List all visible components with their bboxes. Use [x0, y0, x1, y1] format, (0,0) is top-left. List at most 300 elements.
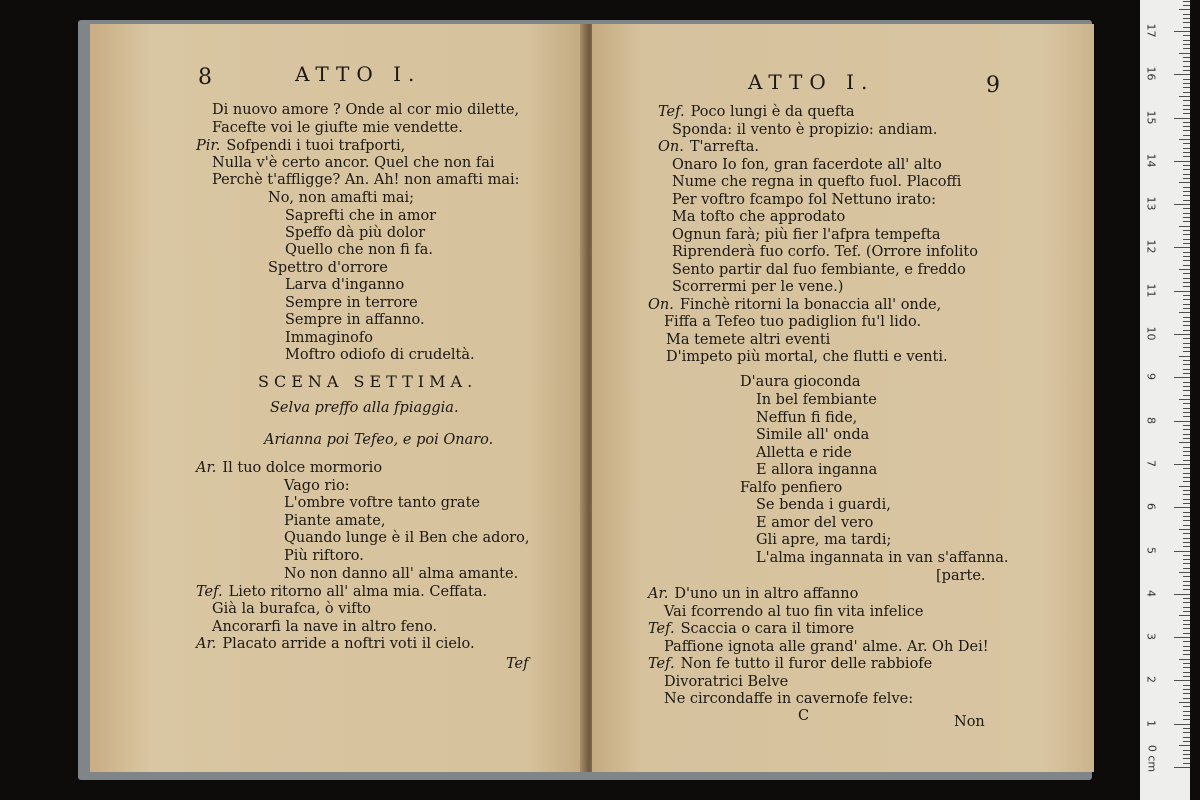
left-page-line: [196, 636, 475, 652]
line-text: Simile all' onda: [756, 427, 870, 443]
line-text: Di nuovo amore ? Onde al cor mio dilette,: [212, 102, 520, 118]
ruler-tick: [1183, 503, 1190, 504]
line-text: Gli apre, ma tardi;: [756, 532, 892, 548]
ruler-tick: [1183, 555, 1190, 556]
ruler-tick: [1183, 286, 1190, 287]
right-page-line: [658, 139, 759, 155]
line-text: Onaro Io fon, gran facerdote all' alto: [672, 157, 942, 173]
ruler-tick: [1183, 689, 1190, 690]
ruler-tick: [1183, 57, 1190, 58]
ruler-number: 13: [1144, 196, 1158, 211]
ruler-tick: [1183, 607, 1190, 608]
ruler-tick: [1183, 66, 1190, 67]
ruler-tick: [1179, 702, 1190, 703]
ruler-tick: [1183, 663, 1190, 664]
ruler-tick: [1183, 494, 1190, 495]
ruler-tick: [1183, 568, 1190, 569]
line-text: No, non amafti mai;: [268, 190, 415, 206]
line-text: Paffione ignota alle grand' alme. Ar. Oh Dei!: [664, 639, 989, 655]
line-text: Quello che non fi fa.: [285, 242, 433, 258]
line-text: D'aura gioconda: [740, 374, 861, 390]
ruler-tick: [1183, 460, 1190, 461]
ruler-tick: [1174, 767, 1190, 768]
speaker-label: Tef.: [648, 621, 675, 637]
ruler-tick: [1183, 706, 1190, 707]
line-text: Già la burafca, ò vifto: [212, 601, 372, 617]
line-text: Per voftro fcampo fol Nettuno irato:: [672, 192, 937, 208]
ruler-tick: [1183, 343, 1190, 344]
speaker-label: Ar.: [196, 636, 217, 652]
ruler-tick: [1179, 182, 1190, 183]
right-page-line: [756, 532, 891, 548]
left-page-line: [284, 478, 350, 494]
left-page-line: [285, 242, 433, 258]
ruler-number: 2: [1144, 676, 1158, 684]
ruler-tick: [1183, 217, 1190, 218]
left-page-line: [212, 102, 519, 118]
ruler-tick: [1183, 477, 1190, 478]
ruler-tick: [1183, 754, 1190, 755]
ruler-tick: [1183, 35, 1190, 36]
left-page-line: [284, 566, 518, 582]
ruler-tick: [1174, 680, 1190, 681]
ruler-tick: [1183, 611, 1190, 612]
ruler-tick: [1183, 455, 1190, 456]
ruler-tick: [1183, 447, 1190, 448]
ruler-tick: [1183, 598, 1190, 599]
ruler-tick: [1183, 338, 1190, 339]
line-text: Scaccia o cara il timore: [680, 621, 855, 637]
left-running-head: ATTO I.: [295, 62, 422, 86]
ruler-tick: [1183, 602, 1190, 603]
right-page-line: [756, 550, 1009, 566]
right-page-line: [756, 410, 857, 426]
ruler-tick: [1183, 451, 1190, 452]
right-page-line: [664, 604, 923, 620]
line-text: Sento partir dal fuo fembiante, e freddo: [672, 262, 966, 278]
speaker-label: Tef.: [648, 656, 675, 672]
ruler-number: 4: [1144, 589, 1158, 597]
line-text: Ancorarfi la nave in altro feno.: [212, 619, 438, 635]
ruler-tick: [1183, 490, 1190, 491]
ruler-tick: [1183, 763, 1190, 764]
line-text: D'uno un in altro affanno: [674, 586, 859, 602]
line-text: In bel fembiante: [756, 392, 877, 408]
ruler-tick: [1174, 724, 1190, 725]
right-page-line: [672, 244, 978, 260]
right-page-line: [756, 462, 877, 478]
ruler-tick: [1183, 174, 1190, 175]
right-page-line: [664, 691, 913, 707]
line-text: Finchè ritorni la bonaccia all' onde,: [679, 297, 942, 313]
line-text: Riprenderà fuo corfo. Tef. (Orrore infolito: [672, 244, 978, 260]
line-text: Tef: [506, 656, 529, 672]
ruler-tick: [1183, 641, 1190, 642]
ruler-tick: [1174, 291, 1190, 292]
ruler-tick: [1183, 685, 1190, 686]
ruler-tick: [1183, 109, 1190, 110]
ruler-tick: [1183, 252, 1190, 253]
ruler-tick: [1183, 369, 1190, 370]
line-text: Poco lungi è da quefta: [690, 104, 855, 120]
left-page-line: [270, 400, 459, 416]
right-page-line: [798, 708, 809, 724]
ruler-tick: [1183, 542, 1190, 543]
ruler-tick: [1179, 486, 1190, 487]
left-page-line: [284, 548, 364, 564]
ruler-tick: [1183, 230, 1190, 231]
line-text: Ma temete altri eventi: [666, 332, 831, 348]
line-text: SCENA SETTIMA.: [258, 372, 478, 391]
ruler-tick: [1183, 187, 1190, 188]
left-page-number: 8: [198, 65, 212, 90]
right-page-line: [740, 374, 861, 390]
ruler-tick: [1183, 750, 1190, 751]
right-page-line: [648, 656, 932, 672]
ruler-tick: [1174, 31, 1190, 32]
line-text: L'ombre voftre tanto grate: [284, 495, 480, 511]
line-text: Ne circondaffe in cavernofe felve:: [664, 691, 914, 707]
left-page-line: [212, 120, 463, 136]
ruler-unit-label: 0 cm: [1145, 744, 1159, 773]
ruler-tick: [1183, 239, 1190, 240]
ruler-tick: [1174, 334, 1190, 335]
ruler-tick: [1183, 390, 1190, 391]
ruler-number: 12: [1144, 239, 1158, 254]
ruler-tick: [1183, 412, 1190, 413]
ruler-tick: [1183, 265, 1190, 266]
ruler-tick: [1183, 325, 1190, 326]
right-page-line: [672, 227, 941, 243]
ruler-tick: [1183, 525, 1190, 526]
ruler-tick: [1183, 512, 1190, 513]
line-text: T'arrefta.: [689, 139, 760, 155]
ruler-tick: [1179, 659, 1190, 660]
ruler-tick: [1179, 572, 1190, 573]
right-page-line: [648, 586, 858, 602]
ruler-tick: [1183, 741, 1190, 742]
ruler-tick: [1183, 434, 1190, 435]
ruler-tick: [1179, 96, 1190, 97]
ruler-number: 8: [1144, 416, 1158, 424]
ruler-number: 15: [1144, 110, 1158, 124]
line-text: C: [798, 708, 810, 724]
ruler-tick: [1183, 546, 1190, 547]
line-text: Lieto ritorno all' alma mia. Ceffata.: [228, 584, 488, 600]
ruler-tick: [1174, 551, 1190, 552]
ruler-tick: [1183, 711, 1190, 712]
ruler-tick: [1183, 299, 1190, 300]
ruler-tick: [1183, 243, 1190, 244]
ruler-tick: [1183, 200, 1190, 201]
ruler-number: 6: [1144, 503, 1158, 511]
ruler-tick: [1183, 728, 1190, 729]
line-text: Nume che regna in quefto fuol. Placoffi: [672, 174, 962, 190]
line-text: Sempre in terrore: [285, 295, 418, 311]
ruler-tick: [1183, 395, 1190, 396]
right-page-line: [756, 392, 877, 408]
ruler-number: 5: [1144, 546, 1158, 554]
left-page-line: [212, 172, 520, 188]
ruler-tick: [1183, 100, 1190, 101]
right-page-line: [648, 621, 854, 637]
ruler-number: 9: [1144, 373, 1158, 381]
ruler-tick: [1179, 226, 1190, 227]
speaker-label: Ar.: [648, 586, 669, 602]
ruler-tick: [1183, 169, 1190, 170]
ruler-tick: [1183, 715, 1190, 716]
ruler-tick: [1183, 676, 1190, 677]
ruler-tick: [1183, 538, 1190, 539]
ruler-tick: [1183, 27, 1190, 28]
ruler-tick: [1183, 221, 1190, 222]
ruler-tick: [1179, 53, 1190, 54]
ruler-tick: [1183, 654, 1190, 655]
ruler-number: 17: [1144, 23, 1158, 38]
right-page-line: [954, 714, 985, 730]
ruler-tick: [1183, 92, 1190, 93]
line-text: Arianna poi Tefeo, e poi Onaro.: [264, 432, 494, 448]
ruler-number: 14: [1144, 153, 1158, 168]
left-page-line: [285, 312, 425, 328]
ruler-number: 10: [1144, 326, 1158, 341]
right-page-line: [664, 674, 788, 690]
ruler-tick: [1183, 143, 1190, 144]
ruler-tick: [1183, 364, 1190, 365]
ruler-tick: [1183, 589, 1190, 590]
left-page-line: [285, 208, 436, 224]
ruler-tick: [1183, 559, 1190, 560]
ruler-tick: [1183, 520, 1190, 521]
ruler-tick: [1183, 308, 1190, 309]
ruler-tick: [1183, 416, 1190, 417]
left-page-line: [285, 330, 373, 346]
left-page: [90, 24, 586, 772]
ruler-tick: [1174, 421, 1190, 422]
ruler-tick: [1183, 113, 1190, 114]
ruler-tick: [1183, 70, 1190, 71]
ruler-tick: [1183, 468, 1190, 469]
ruler-tick: [1183, 61, 1190, 62]
ruler-tick: [1174, 464, 1190, 465]
ruler-tick: [1183, 373, 1190, 374]
line-text: No non danno all' alma amante.: [284, 566, 519, 582]
ruler-tick: [1183, 122, 1190, 123]
line-text: [parte.: [936, 568, 986, 584]
right-page-line: [666, 332, 830, 348]
line-text: Fiffa a Tefeo tuo padiglion fu'l lido.: [664, 314, 922, 330]
ruler-tick: [1183, 87, 1190, 88]
right-page-line: [740, 480, 842, 496]
ruler-tick: [1183, 195, 1190, 196]
line-text: Non fe tutto il furor delle rabbiofe: [680, 656, 933, 672]
ruler-tick: [1183, 698, 1190, 699]
ruler-tick: [1179, 399, 1190, 400]
ruler-tick: [1183, 152, 1190, 153]
left-page-line: [196, 460, 382, 476]
speaker-label: Tef.: [658, 104, 685, 120]
line-text: Saprefti che in amor: [285, 208, 437, 224]
ruler-tick: [1183, 347, 1190, 348]
line-text: E allora inganna: [756, 462, 878, 478]
line-text: Larva d'inganno: [285, 277, 405, 293]
line-text: Scorrermi per le vene.): [672, 279, 844, 295]
line-text: Quando lunge è il Ben che adoro,: [284, 530, 530, 546]
right-page-line: [664, 314, 921, 330]
ruler-tick: [1183, 732, 1190, 733]
ruler-tick: [1183, 650, 1190, 651]
line-text: Placato arride a noftri voti il cielo.: [222, 636, 475, 652]
ruler-tick: [1183, 533, 1190, 534]
ruler-tick: [1174, 594, 1190, 595]
line-text: Alletta e ride: [756, 445, 852, 461]
ruler-tick: [1183, 234, 1190, 235]
line-text: Spettro d'orrore: [268, 260, 388, 276]
left-page-line: [212, 619, 437, 635]
ruler-tick: [1183, 737, 1190, 738]
line-text: Falfo penfiero: [740, 480, 843, 496]
right-page-line: [672, 192, 936, 208]
line-text: Più riftoro.: [284, 548, 364, 564]
ruler-tick: [1183, 1, 1190, 2]
ruler-tick: [1183, 408, 1190, 409]
ruler-tick: [1183, 481, 1190, 482]
right-page-line: [672, 209, 845, 225]
right-page-line: [756, 427, 869, 443]
ruler-tick: [1183, 438, 1190, 439]
ruler-tick: [1183, 178, 1190, 179]
right-page-line: [672, 122, 937, 138]
ruler-tick: [1179, 745, 1190, 746]
ruler-tick: [1183, 79, 1190, 80]
ruler-tick: [1183, 135, 1190, 136]
ruler-tick: [1183, 148, 1190, 149]
right-page-line: [658, 104, 855, 120]
right-page-line: [756, 497, 891, 513]
left-page-line: [264, 432, 493, 448]
ruler-tick: [1183, 165, 1190, 166]
right-page-line: [648, 297, 941, 313]
ruler-tick: [1183, 499, 1190, 500]
ruler-tick: [1183, 351, 1190, 352]
left-page-line: [284, 530, 529, 546]
ruler-tick: [1179, 9, 1190, 10]
left-page-line: [285, 225, 425, 241]
line-text: E amor del vero: [756, 515, 874, 531]
ruler-tick: [1174, 161, 1190, 162]
line-text: Facefte voi le giufte mie vendette.: [212, 120, 463, 136]
speaker-label: Tef.: [196, 584, 223, 600]
left-page-line: [196, 138, 405, 154]
left-page-line: [506, 656, 529, 672]
line-text: Divoratrici Belve: [664, 674, 789, 690]
line-text: D'impeto più mortal, che flutti e venti.: [666, 349, 948, 365]
right-page-line: [672, 279, 843, 295]
left-page-line: [285, 347, 475, 363]
ruler-tick: [1174, 377, 1190, 378]
left-page-line: [212, 601, 371, 617]
right-page-line: [666, 349, 948, 365]
ruler-tick: [1183, 516, 1190, 517]
ruler-tick: [1179, 139, 1190, 140]
line-text: Sponda: il vento è propizio: andiam.: [672, 122, 938, 138]
ruler-tick: [1183, 273, 1190, 274]
line-text: Nulla v'è certo ancor. Quel che non fai: [212, 155, 495, 171]
ruler-tick: [1183, 295, 1190, 296]
ruler-tick: [1183, 304, 1190, 305]
ruler-number: 16: [1144, 66, 1158, 81]
ruler-tick: [1183, 105, 1190, 106]
ruler-tick: [1183, 360, 1190, 361]
ruler-tick: [1183, 40, 1190, 41]
ruler-tick: [1183, 213, 1190, 214]
right-page-line: [756, 445, 852, 461]
right-page-line: [672, 157, 942, 173]
ruler-tick: [1183, 628, 1190, 629]
left-page-line: [285, 277, 404, 293]
ruler-number: 3: [1144, 633, 1158, 641]
right-page-line: [672, 174, 961, 190]
line-text: Ma tofto che approdato: [672, 209, 846, 225]
ruler-tick: [1183, 576, 1190, 577]
ruler-tick: [1183, 386, 1190, 387]
ruler-tick: [1183, 321, 1190, 322]
left-page-line: [284, 513, 385, 529]
speaker-label: On.: [658, 139, 684, 155]
line-text: Immaginofo: [285, 330, 373, 346]
ruler-tick: [1183, 667, 1190, 668]
right-page-line: [936, 568, 986, 584]
speaker-label: Pir.: [196, 138, 221, 154]
ruler-tick: [1183, 22, 1190, 23]
ruler-tick: [1183, 5, 1190, 6]
ruler-tick: [1183, 719, 1190, 720]
ruler-tick: [1183, 317, 1190, 318]
ruler-tick: [1174, 507, 1190, 508]
ruler-tick: [1174, 637, 1190, 638]
left-page-line: [268, 190, 414, 206]
ruler-tick: [1183, 130, 1190, 131]
right-running-head: ATTO I.: [748, 70, 875, 94]
ruler-tick: [1183, 256, 1190, 257]
ruler-tick: [1183, 429, 1190, 430]
ruler-tick: [1174, 74, 1190, 75]
ruler-tick: [1183, 282, 1190, 283]
line-text: Non: [954, 714, 985, 730]
speaker-label: Ar.: [196, 460, 217, 476]
line-text: Piante amate,: [284, 513, 386, 529]
ruler-tick: [1183, 425, 1190, 426]
left-page-line: [258, 374, 477, 390]
ruler-tick: [1174, 247, 1190, 248]
line-text: Il tuo dolce mormorio: [222, 460, 383, 476]
ruler-tick: [1183, 693, 1190, 694]
ruler-tick: [1183, 278, 1190, 279]
ruler-tick: [1174, 118, 1190, 119]
ruler-tick: [1183, 473, 1190, 474]
ruler-tick: [1183, 330, 1190, 331]
ruler-tick: [1183, 260, 1190, 261]
line-text: Vago rio:: [284, 478, 350, 494]
right-page-number: 9: [986, 73, 1000, 98]
right-page-line: [672, 262, 966, 278]
ruler-tick: [1183, 83, 1190, 84]
line-text: L'alma ingannata in van s'affanna.: [756, 550, 1009, 566]
ruler-tick: [1179, 442, 1190, 443]
ruler-tick: [1183, 156, 1190, 157]
right-page-line: [664, 639, 989, 655]
speaker-label: On.: [648, 297, 674, 313]
